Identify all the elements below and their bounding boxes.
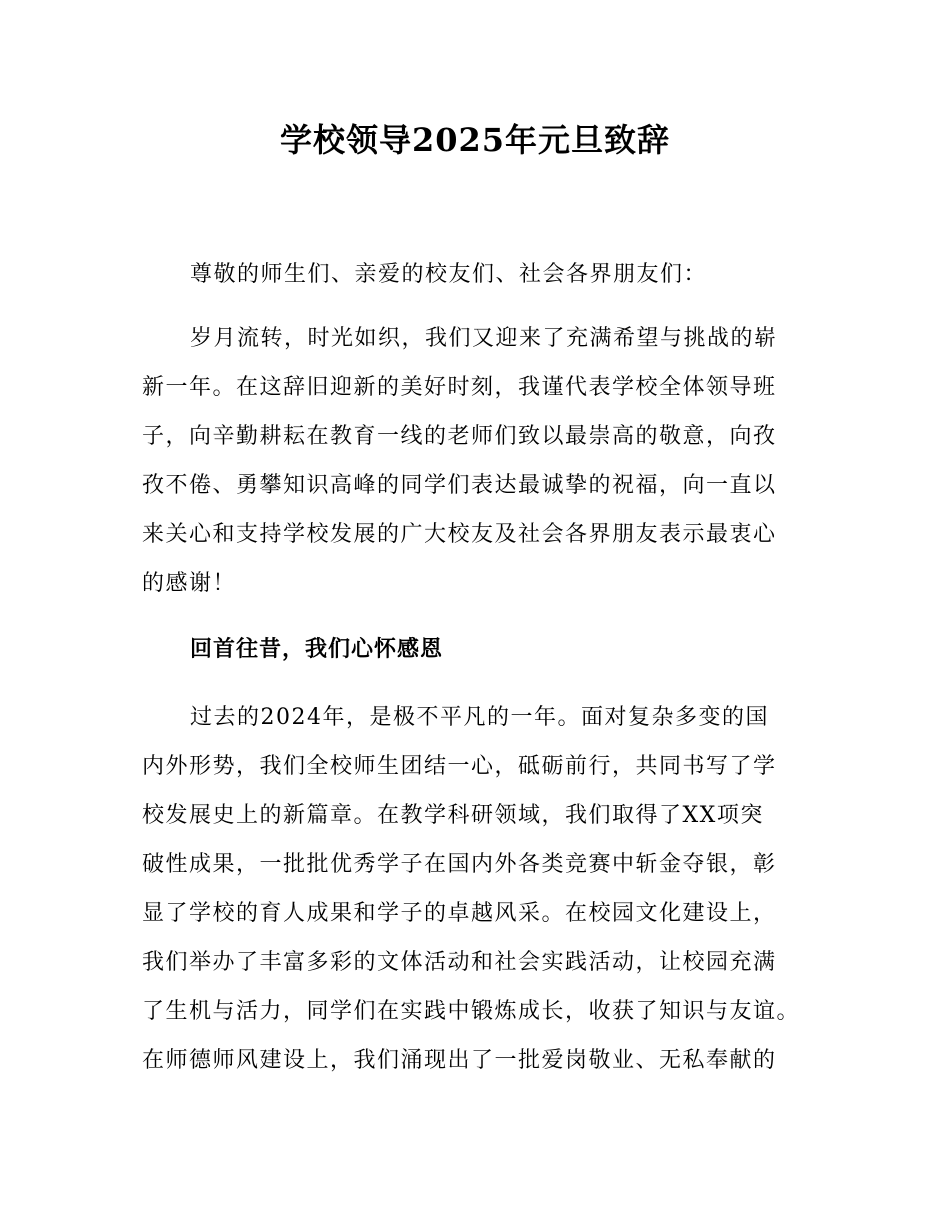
paragraph-line: 了生机与活力，同学们在实践中锻炼成长，收获了知识与友谊。 xyxy=(142,999,801,1024)
paragraph-line: 校发展史上的新篇章。在教学科研领域，我们取得了XX项突 xyxy=(142,803,764,828)
paragraph-line: 我们举办了丰富多彩的文体活动和社会实践活动，让校园充满 xyxy=(142,950,777,975)
paragraph-line: 显了学校的育人成果和学子的卓越风采。在校园文化建设上， xyxy=(142,901,777,926)
paragraph-line: 破性成果，一批批优秀学子在国内外各类竞赛中斩金夺银，彰 xyxy=(142,852,777,877)
paragraph-line: 的感谢！ xyxy=(142,571,237,596)
paragraph-line: 来关心和支持学校发展的广大校友及社会各界朋友表示最衷心 xyxy=(142,522,777,547)
paragraph-line: 过去的2024年，是极不平凡的一年。面对复杂多变的国 xyxy=(190,705,769,730)
paragraph-line: 在师德师风建设上，我们涌现出了一批爱岗敬业、无私奉献的 xyxy=(142,1048,777,1073)
paragraph-line: 新一年。在这辞旧迎新的美好时刻，我谨代表学校全体领导班 xyxy=(142,375,777,400)
paragraph-line: 岁月流转，时光如织，我们又迎来了充满希望与挑战的崭 xyxy=(190,326,778,351)
document-title: 学校领导2025年元旦致辞 xyxy=(279,121,671,159)
paragraph-line: 内外形势，我们全校师生团结一心，砥砺前行，共同书写了学 xyxy=(142,754,777,779)
paragraph-line: 子，向辛勤耕耘在教育一线的老师们致以最崇高的敬意，向孜 xyxy=(142,424,777,449)
paragraph-line: 孜不倦、勇攀知识高峰的同学们表达最诚挚的祝福，向一直以 xyxy=(142,473,777,498)
section-heading: 回首往昔，我们心怀感恩 xyxy=(190,637,444,662)
salutation: 尊敬的师生们、亲爱的校友们、社会各界朋友们： xyxy=(190,262,708,287)
